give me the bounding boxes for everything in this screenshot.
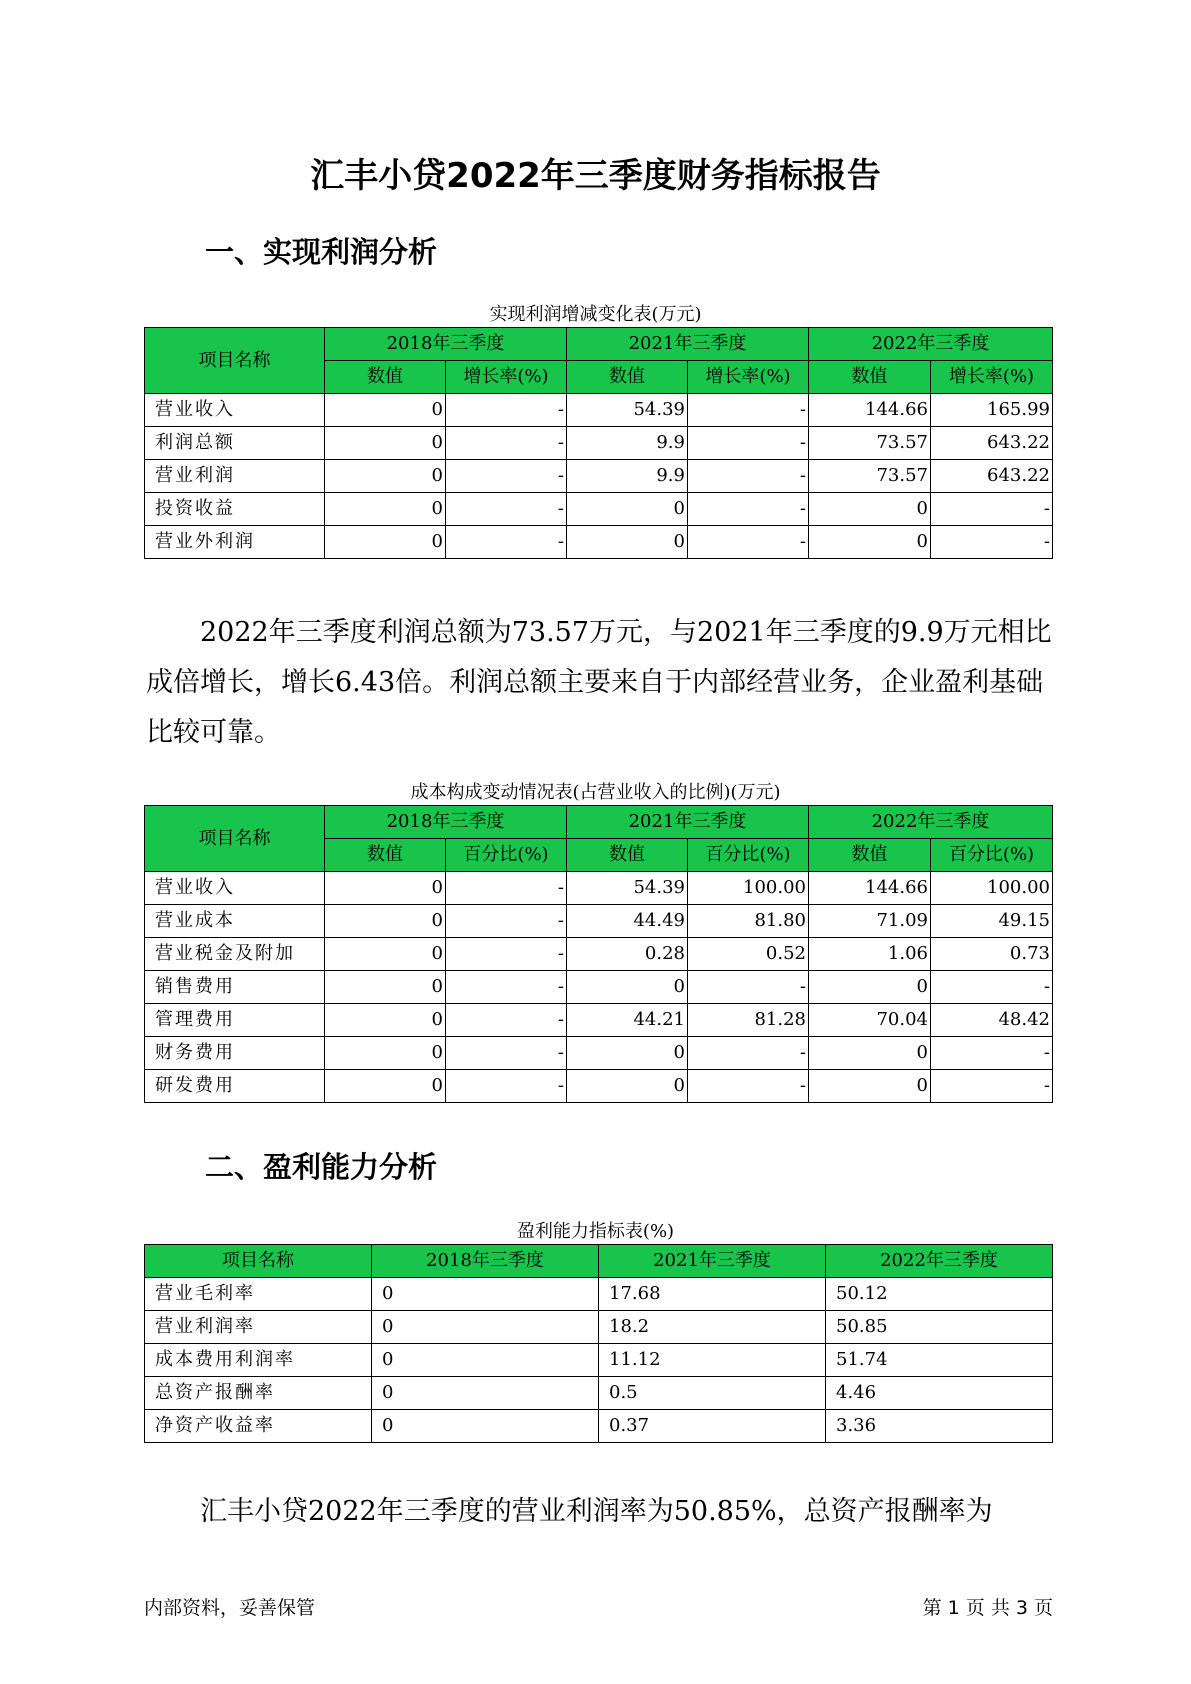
section2-heading: 二、盈利能力分析 [205, 1150, 438, 1184]
table-cell: - [688, 971, 809, 1004]
row-label: 营业成本 [145, 905, 325, 938]
table-cell: 0 [325, 526, 446, 559]
table-row [145, 1278, 1053, 1311]
row-label: 成本费用利润率 [145, 1344, 372, 1377]
table-cell: 0 [372, 1311, 599, 1344]
table-cell: 4.46 [826, 1377, 1053, 1410]
table-cell: - [446, 938, 567, 971]
table-cell: 144.66 [809, 394, 931, 427]
section1-heading: 一、实现利润分析 [205, 235, 438, 269]
row-label: 营业外利润 [145, 526, 325, 559]
table-cell: 51.74 [826, 1344, 1053, 1377]
row-label: 营业利润率 [145, 1311, 372, 1344]
table-row [145, 938, 1053, 971]
table-cell: 0 [372, 1278, 599, 1311]
row-label: 总资产报酬率 [145, 1377, 372, 1410]
table-cell: 0 [372, 1344, 599, 1377]
table-cell: 17.68 [599, 1278, 826, 1311]
table-cell: 44.49 [567, 905, 688, 938]
table-cell: - [931, 1037, 1053, 1070]
table-cell: 0.52 [688, 938, 809, 971]
table-cell: - [688, 1037, 809, 1070]
profit-analysis-paragraph: 2022年三季度利润总额为73.57万元，与2021年三季度的9.9万元相比成倍增长，增长6.43倍。利润总额主要来自于内部经营业务，企业盈利基础比较可靠。 [146, 617, 1052, 748]
table-row [145, 1070, 1053, 1103]
table-cell: 0 [567, 971, 688, 1004]
table-cell: 0 [325, 1004, 446, 1037]
profit-change-table [144, 327, 1053, 559]
table-cell: 50.12 [826, 1278, 1053, 1311]
table-cell: 0.28 [567, 938, 688, 971]
row-label: 净资产收益率 [145, 1410, 372, 1443]
table-cell: 643.22 [931, 427, 1053, 460]
table-row [145, 526, 1053, 559]
table-cell: - [688, 394, 809, 427]
table-cell: 50.85 [826, 1311, 1053, 1344]
table-cell: 44.21 [567, 1004, 688, 1037]
table2-caption: 成本构成变动情况表(占营业收入的比例)(万元) [410, 782, 781, 803]
table-row [145, 1377, 1053, 1410]
table-cell: 0 [567, 1037, 688, 1070]
table-row [145, 460, 1053, 493]
table-row [145, 1037, 1053, 1070]
table-cell: 100.00 [688, 872, 809, 905]
table-cell: 643.22 [931, 460, 1053, 493]
table-cell: 0 [567, 526, 688, 559]
table-cell: 0 [567, 1070, 688, 1103]
table1-name-header: 项目名称 [145, 328, 325, 394]
table-row [145, 971, 1053, 1004]
table-cell: - [688, 493, 809, 526]
table-row [145, 872, 1053, 905]
table-cell: 9.9 [567, 427, 688, 460]
table-cell: 0 [325, 493, 446, 526]
table-cell: 9.9 [567, 460, 688, 493]
table-cell: 81.80 [688, 905, 809, 938]
table-cell: 73.57 [809, 427, 931, 460]
table-cell: 0.37 [599, 1410, 826, 1443]
row-label: 营业收入 [145, 872, 325, 905]
footer-confidential-note: 内部资料，妥善保管 [144, 1597, 316, 1619]
table-cell: - [446, 394, 567, 427]
table2-value-header: 数值 [325, 839, 446, 872]
table2-period-header: 2018年三季度 [325, 806, 567, 839]
table-cell: 0 [809, 1070, 931, 1103]
table-row [145, 1344, 1053, 1377]
table2-value-header: 数值 [567, 839, 688, 872]
table-cell: 0 [809, 526, 931, 559]
table-cell: 0 [567, 493, 688, 526]
table-cell: - [931, 493, 1053, 526]
profitability-paragraph: 汇丰小贷2022年三季度的营业利润率为50.85%，总资产报酬率为 [200, 1496, 993, 1527]
table-cell: - [446, 493, 567, 526]
table-cell: 100.00 [931, 872, 1053, 905]
table-cell: - [446, 1070, 567, 1103]
table-cell: 0.5 [599, 1377, 826, 1410]
table-cell: 49.15 [931, 905, 1053, 938]
table1-value-header: 数值 [809, 361, 931, 394]
table-cell: - [446, 526, 567, 559]
row-label: 营业税金及附加 [145, 938, 325, 971]
table1-period-header: 2021年三季度 [567, 328, 809, 361]
table-cell: 0 [325, 938, 446, 971]
table-cell: - [931, 1070, 1053, 1103]
table2-pct-header: 百分比(%) [688, 839, 809, 872]
table-cell: 73.57 [809, 460, 931, 493]
table2-pct-header: 百分比(%) [446, 839, 567, 872]
report-title: 汇丰小贷2022年三季度财务指标报告 [310, 156, 881, 196]
row-label: 营业收入 [145, 394, 325, 427]
table-cell: 71.09 [809, 905, 931, 938]
table-cell: 0 [372, 1410, 599, 1443]
table3-header: 2022年三季度 [826, 1245, 1053, 1278]
table3-caption: 盈利能力指标表(%) [516, 1221, 675, 1242]
table-cell: - [688, 526, 809, 559]
table-cell: 70.04 [809, 1004, 931, 1037]
table3-header: 2018年三季度 [372, 1245, 599, 1278]
table1-rate-header: 增长率(%) [931, 361, 1053, 394]
table-row [145, 427, 1053, 460]
row-label: 营业毛利率 [145, 1278, 372, 1311]
table-cell: 0 [325, 1070, 446, 1103]
table-cell: 0.73 [931, 938, 1053, 971]
table1-rate-header: 增长率(%) [688, 361, 809, 394]
table-cell: 0 [325, 460, 446, 493]
table-row [145, 1004, 1053, 1037]
table-cell: 0 [372, 1377, 599, 1410]
table-cell: - [446, 1037, 567, 1070]
table-cell: - [446, 971, 567, 1004]
table-cell: 0 [809, 493, 931, 526]
table-cell: 0 [325, 905, 446, 938]
table-cell: - [446, 427, 567, 460]
table-cell: 54.39 [567, 872, 688, 905]
table-row [145, 1410, 1053, 1443]
footer-page-number: 第 1 页 共 3 页 [922, 1597, 1053, 1619]
table1-value-header: 数值 [325, 361, 446, 394]
table-cell: 0 [809, 1037, 931, 1070]
table-cell: 0 [809, 971, 931, 1004]
table-cell: 0 [325, 971, 446, 1004]
table-cell: 48.42 [931, 1004, 1053, 1037]
row-label: 研发费用 [145, 1070, 325, 1103]
table1-period-header: 2018年三季度 [325, 328, 567, 361]
table2-value-header: 数值 [809, 839, 931, 872]
table-cell: - [446, 1004, 567, 1037]
table2-name-header: 项目名称 [145, 806, 325, 872]
table-cell: - [446, 905, 567, 938]
cost-structure-table [144, 805, 1053, 1103]
table-cell: 0 [325, 394, 446, 427]
table-cell: - [688, 427, 809, 460]
table-cell: 11.12 [599, 1344, 826, 1377]
table1-caption: 实现利润增减变化表(万元) [489, 304, 702, 325]
table-cell: 1.06 [809, 938, 931, 971]
table-cell: - [688, 460, 809, 493]
table-cell: 0 [325, 1037, 446, 1070]
table-cell: 0 [325, 872, 446, 905]
table-cell: 165.99 [931, 394, 1053, 427]
row-label: 财务费用 [145, 1037, 325, 1070]
table2-pct-header: 百分比(%) [931, 839, 1053, 872]
table2-period-header: 2022年三季度 [809, 806, 1053, 839]
table1-value-header: 数值 [567, 361, 688, 394]
table-cell: 81.28 [688, 1004, 809, 1037]
table-cell: 0 [325, 427, 446, 460]
profitability-table [144, 1244, 1053, 1443]
row-label: 销售费用 [145, 971, 325, 1004]
table-cell: - [446, 872, 567, 905]
table-cell: 144.66 [809, 872, 931, 905]
table-cell: - [931, 971, 1053, 1004]
table-row [145, 394, 1053, 427]
table3-header: 项目名称 [145, 1245, 372, 1278]
table-row [145, 1311, 1053, 1344]
table3-header: 2021年三季度 [599, 1245, 826, 1278]
table-cell: - [688, 1070, 809, 1103]
table1-period-header: 2022年三季度 [809, 328, 1053, 361]
table-row [145, 493, 1053, 526]
table2-period-header: 2021年三季度 [567, 806, 809, 839]
row-label: 营业利润 [145, 460, 325, 493]
table-row [145, 905, 1053, 938]
table-cell: 3.36 [826, 1410, 1053, 1443]
table-cell: - [931, 526, 1053, 559]
table-cell: 54.39 [567, 394, 688, 427]
row-label: 投资收益 [145, 493, 325, 526]
row-label: 利润总额 [145, 427, 325, 460]
row-label: 管理费用 [145, 1004, 325, 1037]
table1-rate-header: 增长率(%) [446, 361, 567, 394]
table-cell: 18.2 [599, 1311, 826, 1344]
table-cell: - [446, 460, 567, 493]
